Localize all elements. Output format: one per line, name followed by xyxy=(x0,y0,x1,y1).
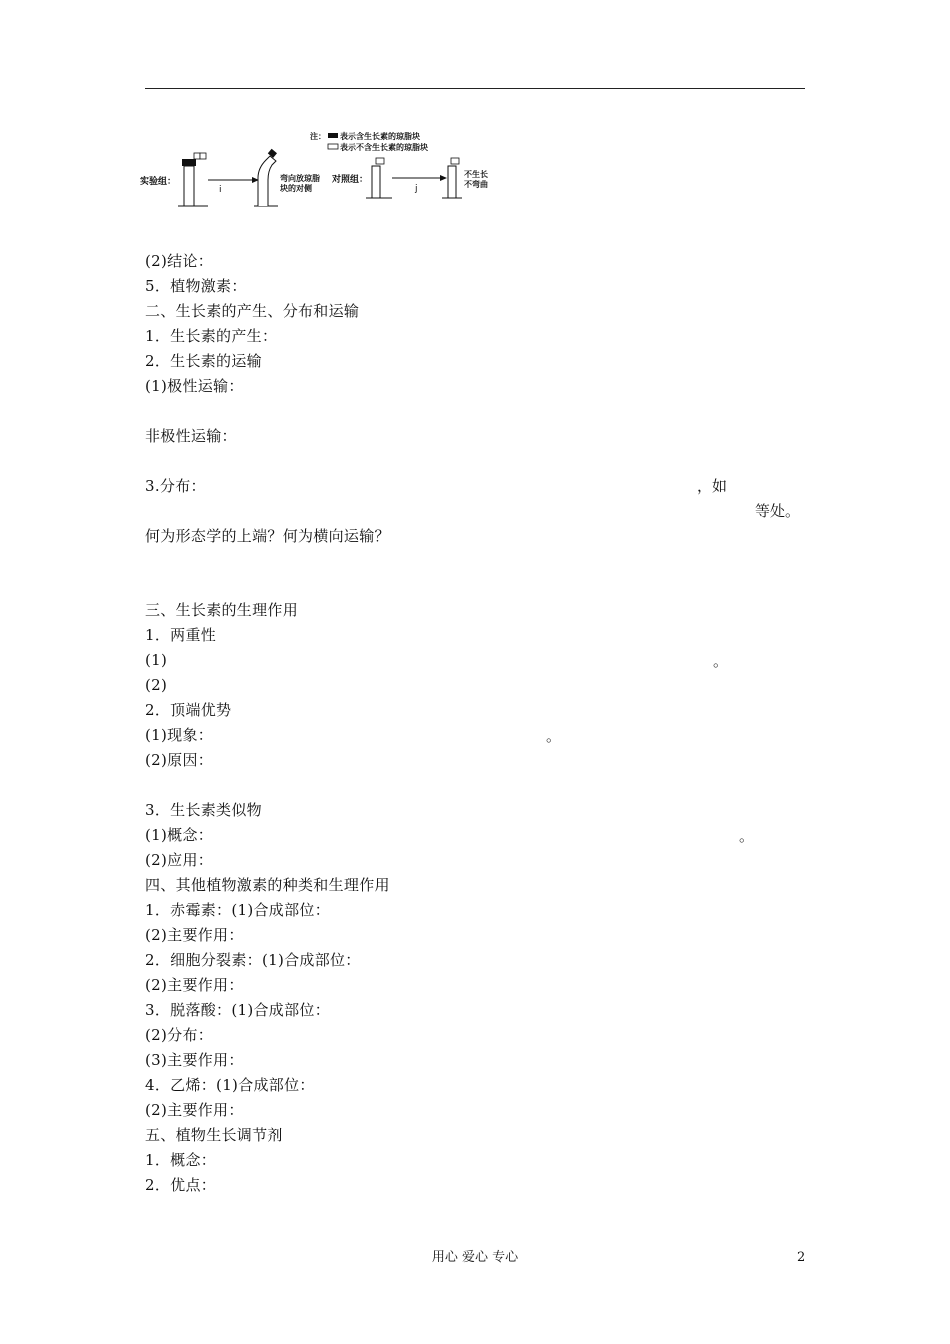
legend-filled-text: 表示含生长素的琼脂块 xyxy=(340,132,420,141)
exp-result-line1: 弯向放琼脂 xyxy=(280,174,320,183)
fragment-dengchu: 等处。 xyxy=(755,502,801,520)
arrow-i-label: i xyxy=(219,185,222,195)
page-footer: 用心 爱心 专心 xyxy=(431,1250,519,1265)
arrow-j-label: j xyxy=(415,184,418,194)
line-gibberellin-role: (2)主要作用： xyxy=(145,926,244,944)
line-nonpolar-transport: 非极性运输： xyxy=(145,427,237,445)
line-duality-2: (2) xyxy=(145,676,168,694)
bent-coleoptile xyxy=(258,156,276,206)
line-duality: 1．两重性 xyxy=(145,626,217,644)
line-aba-role: (3)主要作用： xyxy=(145,1051,244,1069)
line-regulator-concept: 1．概念： xyxy=(145,1151,217,1169)
heading-section-2: 二、生长素的产生、分布和运输 xyxy=(145,302,360,320)
line-cytokinin-role: (2)主要作用： xyxy=(145,976,244,994)
fragment-ru: ，如 xyxy=(697,477,728,495)
line-apical-dominance: 2．顶端优势 xyxy=(145,701,232,719)
ctrl-result-line1: 不生长 xyxy=(464,170,488,179)
line-application: (2)应用： xyxy=(145,851,214,869)
heading-section-4: 四、其他植物激素的种类和生理作用 xyxy=(145,876,390,894)
legend-note-label: 注： xyxy=(310,132,326,141)
line-cause: (2)原因： xyxy=(145,751,214,769)
fragment-period-1: 。 xyxy=(713,652,729,670)
header-rule xyxy=(145,88,805,89)
line-auxin-production: 1．生长素的产生： xyxy=(145,327,278,345)
heading-section-3: 三、生长素的生理作用 xyxy=(145,601,299,619)
line-question: 何为形态学的上端？何为横向运输？ xyxy=(145,527,390,545)
line-plant-hormone: 5．植物激素： xyxy=(145,277,247,295)
line-concept: (1)概念： xyxy=(145,826,214,844)
line-auxin-analogs: 3．生长素类似物 xyxy=(145,801,262,819)
line-abscisic-acid: 3．脱落酸：(1)合成部位： xyxy=(145,1001,330,1019)
line-gibberellin: 1．赤霉素：(1)合成部位： xyxy=(145,901,330,919)
auxin-experiment-figure xyxy=(140,128,520,216)
line-regulator-advantages: 2．优点： xyxy=(145,1176,217,1194)
fragment-period-3: 。 xyxy=(739,827,755,845)
line-auxin-transport: 2．生长素的运输 xyxy=(145,352,262,370)
fragment-period-2: 。 xyxy=(546,727,562,745)
line-cytokinin: 2．细胞分裂素：(1)合成部位： xyxy=(145,951,361,969)
experiment-agar-block xyxy=(182,159,196,166)
line-aba-distribution: (2)分布： xyxy=(145,1026,214,1044)
page-number: 2 xyxy=(797,1250,806,1265)
legend-filled-block xyxy=(328,133,338,138)
line-ethylene: 4．乙烯：(1)合成部位： xyxy=(145,1076,315,1094)
experiment-coleoptile xyxy=(184,166,194,206)
experiment-label: 实验组： xyxy=(140,177,177,187)
line-distribution: 3.分布： xyxy=(145,477,206,495)
line-phenomenon: (1)现象： xyxy=(145,726,214,744)
exp-result-line2: 块的对侧 xyxy=(280,184,312,193)
ctrl-result-line2: 不弯曲 xyxy=(464,180,488,189)
control-result-coleoptile xyxy=(448,166,456,198)
line-ethylene-role: (2)主要作用： xyxy=(145,1101,244,1119)
line-duality-1: (1) xyxy=(145,651,168,669)
control-agar-block xyxy=(376,158,384,164)
legend-empty-text: 表示不含生长素的琼脂块 xyxy=(340,143,428,152)
control-label: 对照组： xyxy=(332,175,369,185)
line-conclusion: (2)结论： xyxy=(145,252,214,270)
control-coleoptile xyxy=(372,166,380,198)
heading-section-5: 五、植物生长调节剂 xyxy=(145,1126,283,1144)
legend-empty-block xyxy=(328,144,338,149)
line-polar-transport: (1)极性运输： xyxy=(145,377,244,395)
